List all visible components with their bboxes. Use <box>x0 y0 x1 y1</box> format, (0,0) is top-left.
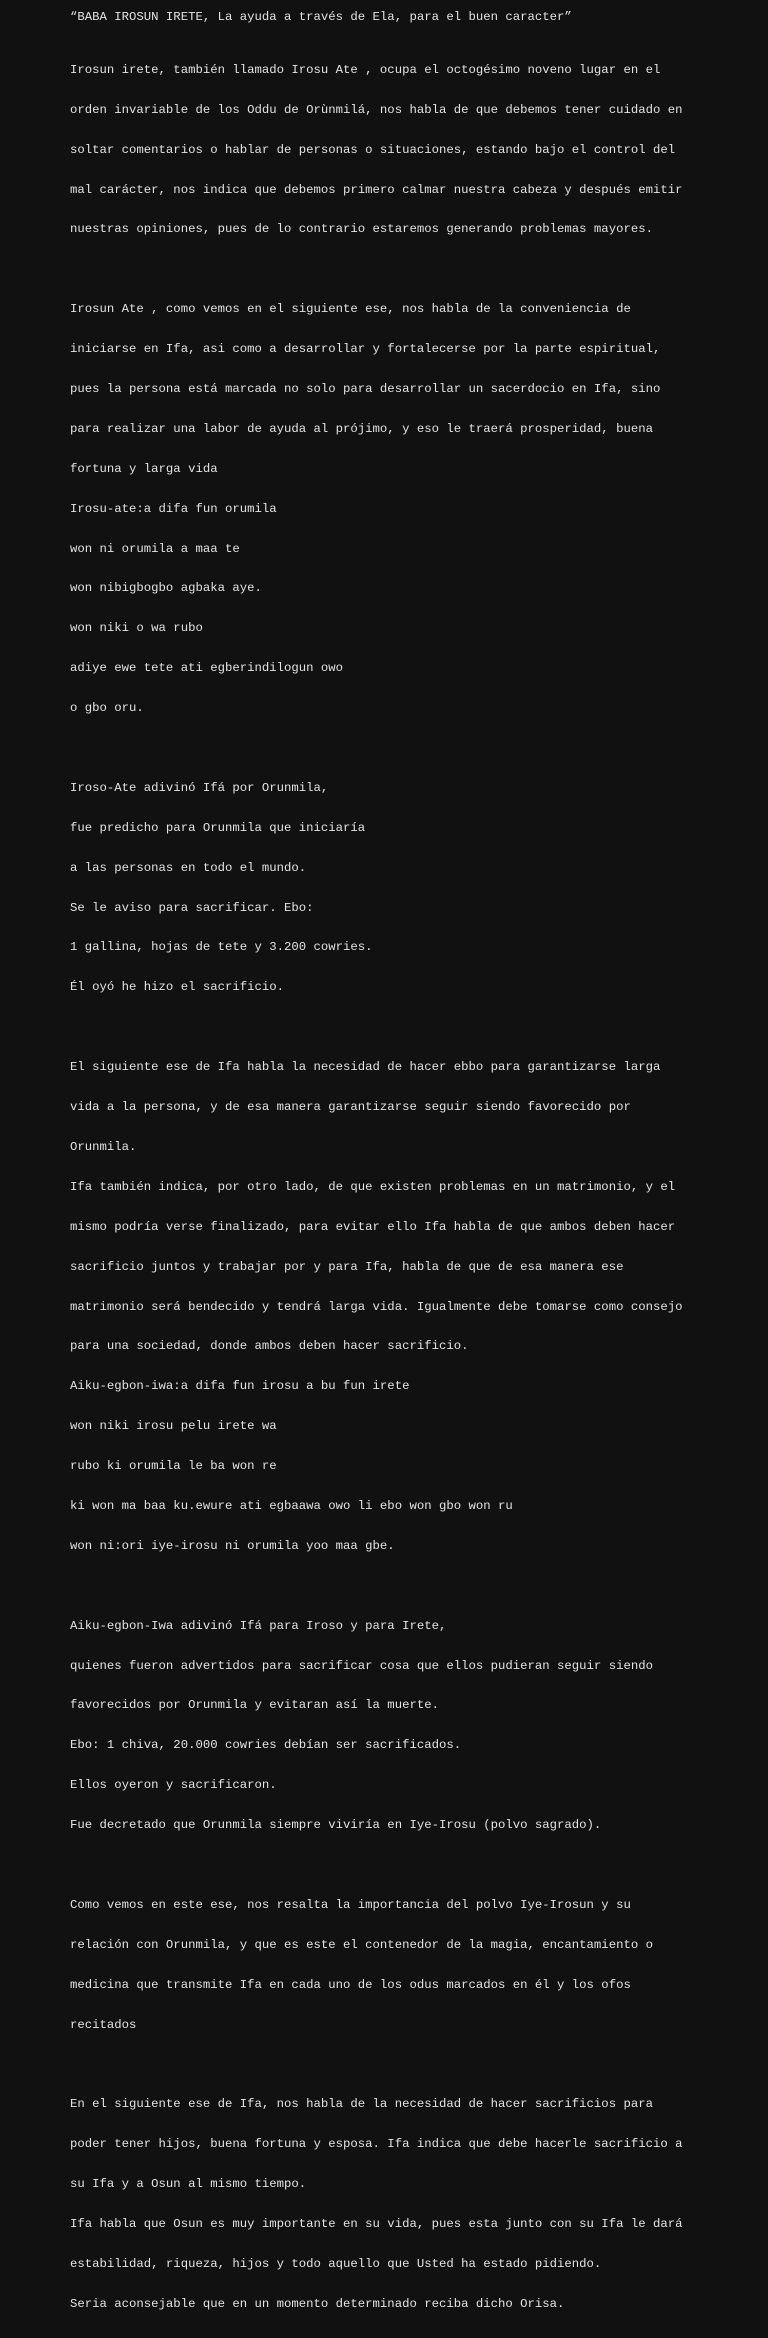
text-line: won niki irosu pelu irete wa <box>70 1419 277 1434</box>
text-line: won nibigbogbo agbaka aye. <box>70 581 262 596</box>
text-line: para una sociedad, donde ambos deben hacer sacrificio. <box>70 1339 469 1354</box>
text-line: Irosun Ate , como vemos en el siguiente ese, nos habla de la conveniencia de <box>70 302 631 317</box>
text-line: rubo ki orumila le ba won re <box>70 1459 277 1474</box>
paragraph-7 <box>70 2072 768 2338</box>
text-line: ki won ma baa ku.ewure ati egbaawa owo li ebo won gbo won ru <box>70 1498 513 1513</box>
text-line: Aiku-egbon-Iwa adivinó Ifá para Iroso y para Irete, <box>70 1618 447 1633</box>
text-line: su Ifa y a Osun al mismo tiempo. <box>70 2177 307 2192</box>
text-line: 1 gallina, hojas de tete y 3.200 cowries. <box>70 940 373 955</box>
text-line: quienes fueron advertidos para sacrificar cosa que ellos pudieran seguir siendo <box>70 1658 653 1673</box>
text-line: Ellos oyeron y sacrificaron. <box>70 1778 277 1793</box>
text-line: poder tener hijos, buena fortuna y esposa. Ifa indica que debe hacerle sacrificio a <box>70 2137 683 2152</box>
text-line: pues la persona está marcada no solo para desarrollar un sacerdocio en Ifa, sino <box>70 382 661 397</box>
text-line: favorecidos por Orunmila y evitaran así la muerte. <box>70 1698 439 1713</box>
text-line: Seria aconsejable que en un momento determinado reciba dicho Orisa. <box>70 2296 565 2311</box>
text-line: Como vemos en este ese, nos resalta la importancia del polvo Iye-Irosun y su <box>70 1897 631 1912</box>
text-line: fortuna y larga vida <box>70 461 218 476</box>
text-line: matrimonio será bendecido y tendrá larga vida. Igualmente debe tomarse como consejo <box>70 1299 683 1314</box>
text-line: relación con Orunmila, y que es este el contenedor de la magia, encantamiento o <box>70 1937 653 1952</box>
text-line: Ifa habla que Osun es muy importante en su vida, pues esta junto con su Ifa le dará <box>70 2216 683 2231</box>
text-line: won ni orumila a maa te <box>70 541 240 556</box>
text-line: mal carácter, nos indica que debemos primero calmar nuestra cabeza y después emitir <box>70 182 683 197</box>
text-line: Aiku-egbon-iwa:a difa fun irosu a bu fun irete <box>70 1379 410 1394</box>
text-line: estabilidad, riqueza, hijos y todo aquello que Usted ha estado pidiendo. <box>70 2256 602 2271</box>
text-line: nuestras opiniones, pues de lo contrario estaremos generando problemas mayores. <box>70 222 653 237</box>
text-line: En el siguiente ese de Ifa, nos habla de la necesidad de hacer sacrificios para <box>70 2097 653 2112</box>
text-line: a las personas en todo el mundo. <box>70 860 307 875</box>
text-line: soltar comentarios o hablar de personas o situaciones, estando bajo el control del <box>70 142 676 157</box>
text-line: o gbo oru. <box>70 701 144 716</box>
text-line: recitados <box>70 2017 137 2032</box>
text-line: orden invariable de los Oddu de Orùnmilá, nos habla de que debemos tener cuidado en <box>70 102 683 117</box>
paragraph-4 <box>70 1035 768 1580</box>
text-line: Irosu-ate:a difa fun orumila <box>70 501 277 516</box>
text-line: fue predicho para Orunmila que iniciaría <box>70 820 366 835</box>
paragraph-5 <box>70 1593 768 1859</box>
paragraph-1 <box>70 37 768 263</box>
text-line: won niki o wa rubo <box>70 621 203 636</box>
text-line: para realizar una labor de ayuda al prójimo, y eso le traerá prosperidad, buena <box>70 421 653 436</box>
text-line: Ebo: 1 chiva, 20.000 cowries debían ser sacrificados. <box>70 1738 462 1753</box>
paragraph-2 <box>70 277 768 742</box>
text-line: Él oyó he hizo el sacrificio. <box>70 980 285 995</box>
paragraph-6 <box>70 1872 768 2058</box>
paragraph-3 <box>70 755 768 1021</box>
text-line: Irosun irete, también llamado Irosu Ate , ocupa el octogésimo noveno lugar en el <box>70 62 661 77</box>
text-line: vida a la persona, y de esa manera garantizarse seguir siendo favorecido por <box>70 1100 631 1115</box>
text-line: medicina que transmite Ifa en cada uno de los odus marcados en él y los ofos <box>70 1977 631 1992</box>
text-line: Ifa también indica, por otro lado, de que existen problemas en un matrimonio, y el <box>70 1179 676 1194</box>
text-line: Fue decretado que Orunmila siempre viviría en Iye-Irosu (polvo sagrado). <box>70 1818 602 1833</box>
text-line: sacrificio juntos y trabajar por y para Ifa, habla de que de esa manera ese <box>70 1259 624 1274</box>
text-line: iniciarse en Ifa, asi como a desarrollar y fortalecerse por la parte espiritual, <box>70 342 661 357</box>
text-line: won ni:ori iye-irosu ni orumila yoo maa gbe. <box>70 1538 395 1553</box>
text-line: Se le aviso para sacrificar. Ebo: <box>70 900 314 915</box>
document-title: “BABA IROSUN IRETE, La ayuda a través de Ela, para el buen caracter” <box>70 10 572 24</box>
text-line: Iroso-Ate adivinó Ifá por Orunmila, <box>70 780 329 795</box>
text-line: Orunmila. <box>70 1139 137 1154</box>
text-line: mismo podría verse finalizado, para evitar ello Ifa habla de que ambos deben hacer <box>70 1219 676 1234</box>
text-line: adiye ewe tete ati egberindilogun owo <box>70 661 344 676</box>
text-line: El siguiente ese de Ifa habla la necesidad de hacer ebbo para garantizarse larga <box>70 1060 661 1075</box>
